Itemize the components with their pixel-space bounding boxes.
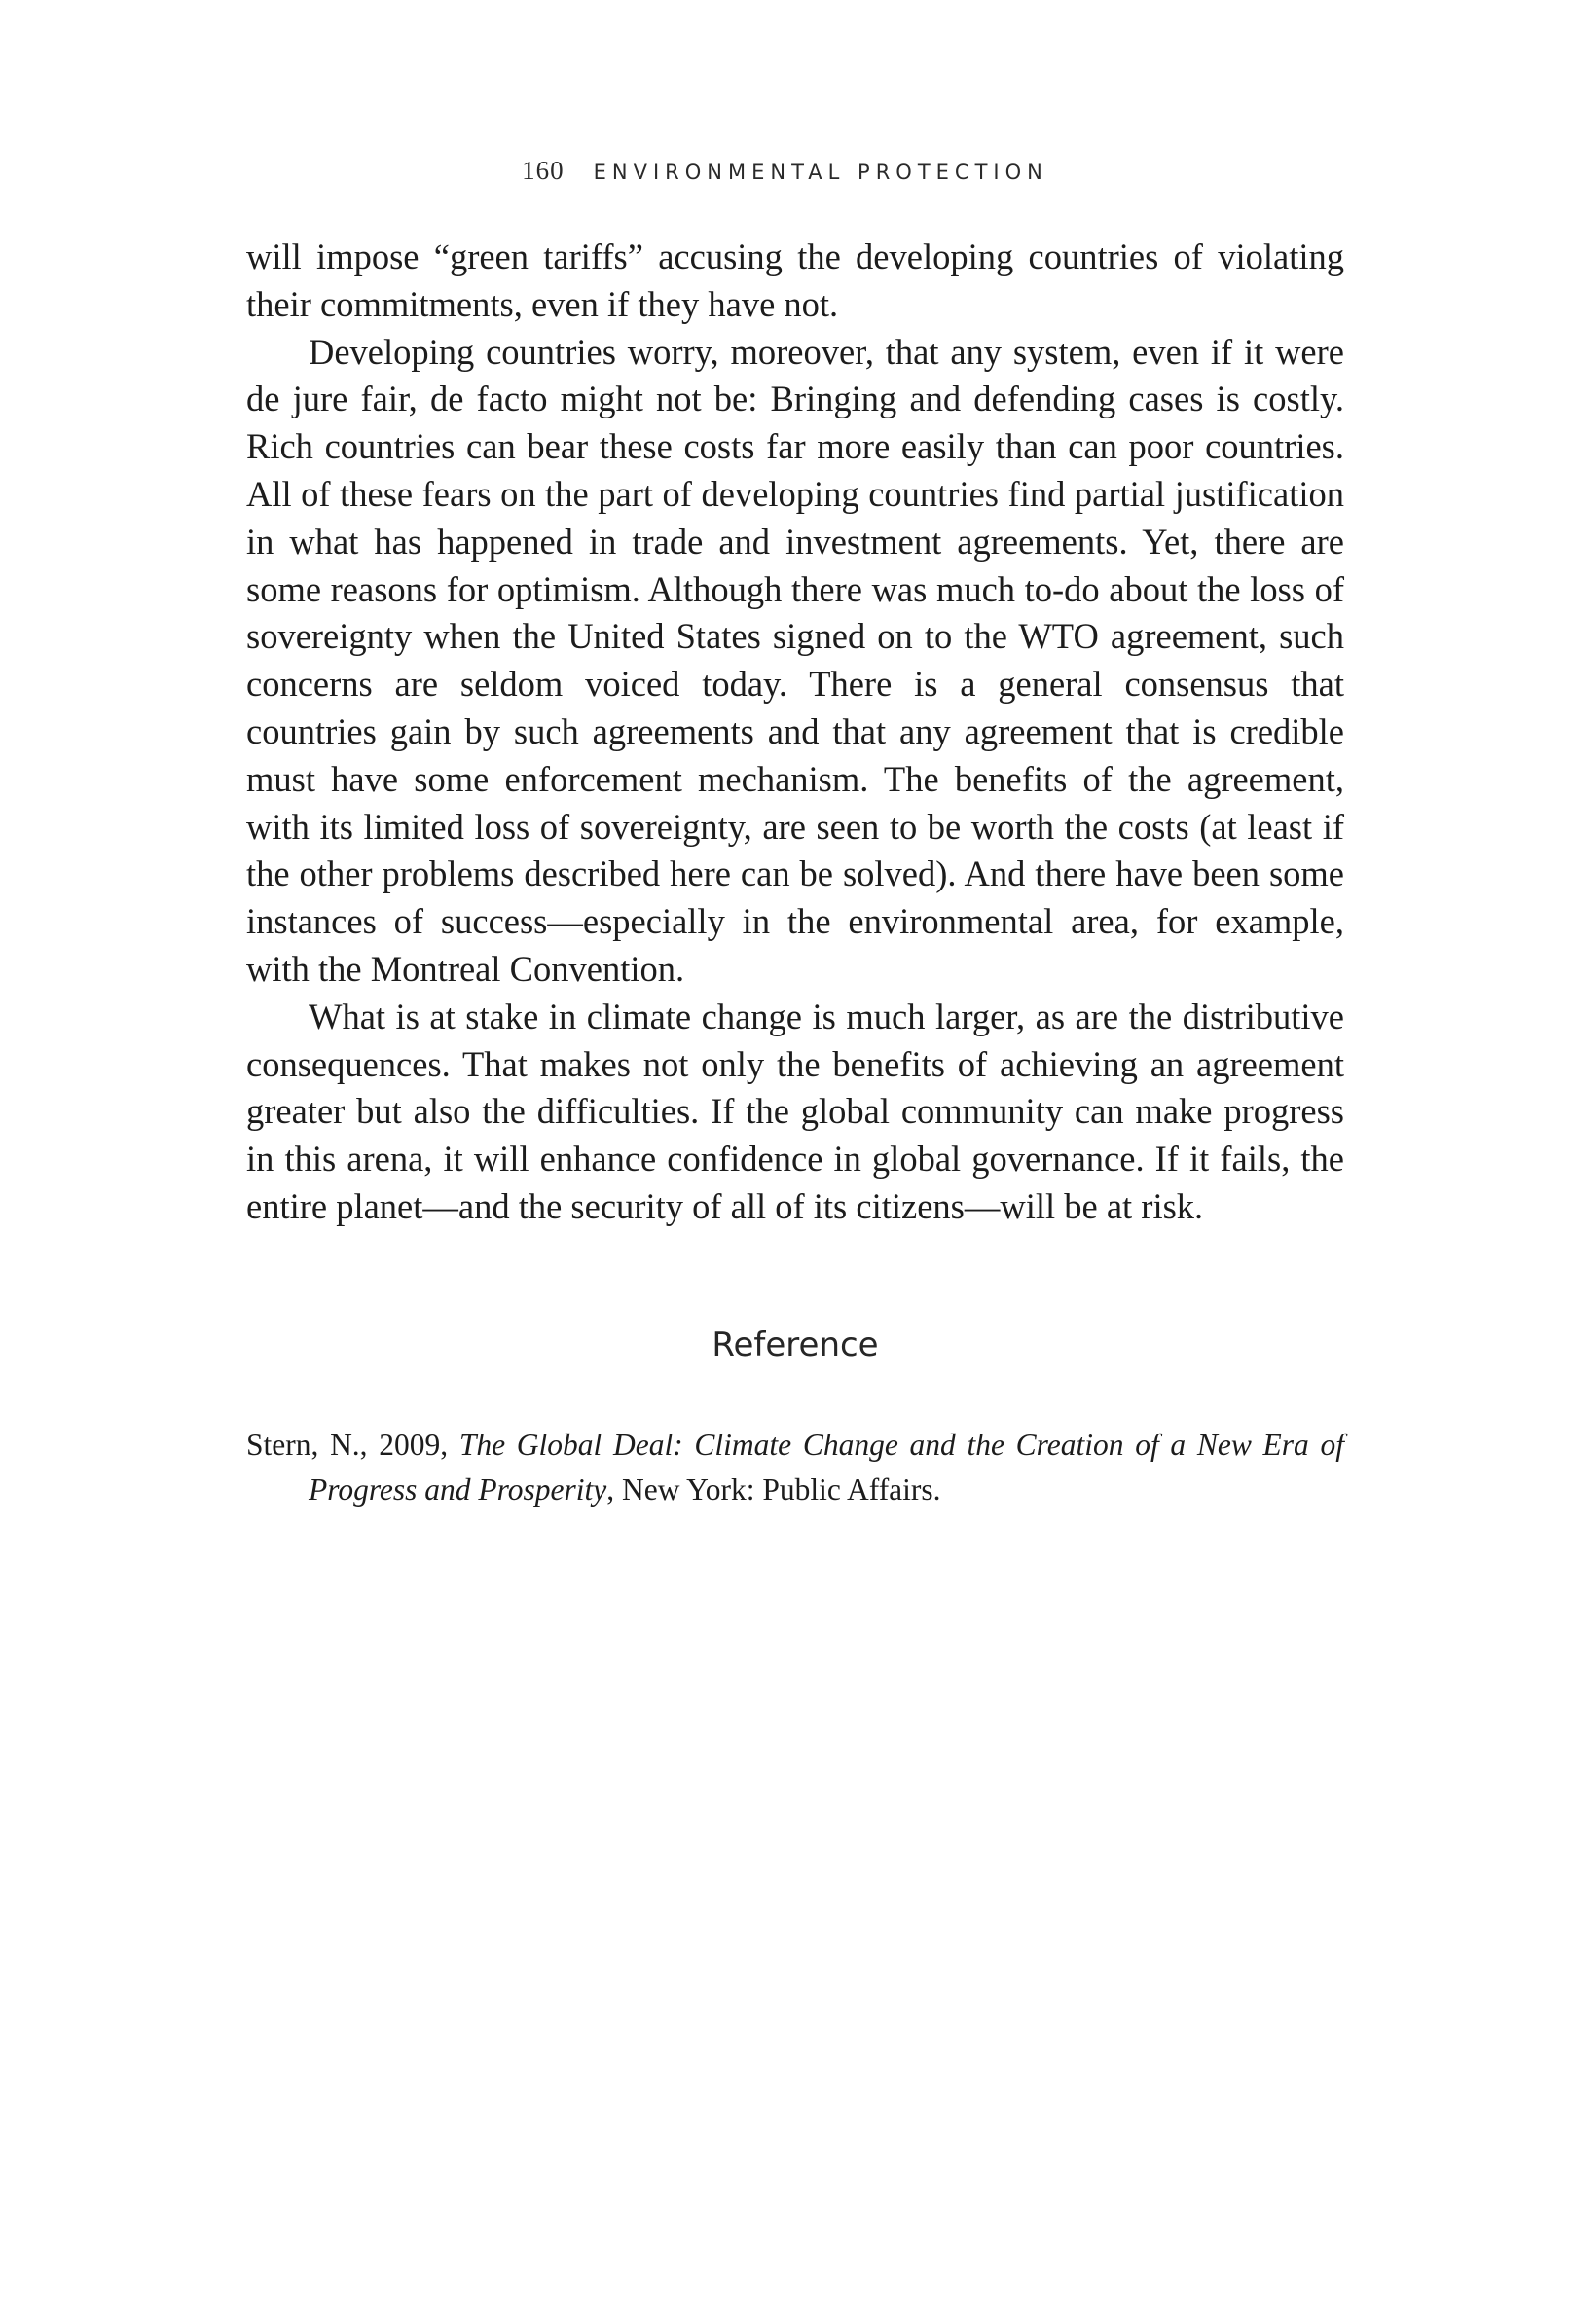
body-text (246, 234, 1344, 1231)
page-number: 160 (522, 156, 565, 185)
section-title: ENVIRONMENTAL PROTECTION (593, 161, 1048, 184)
paragraph: Developing countries worry, moreover, that any system, even if it were de jure fair, de facto might not be: Bringing and defending cases is costly. Rich countries can bear these costs far more easily than can poor countries. All of these fears on the part of developing countries find partial justification in what has happened in trade and investment agreements. Yet, there are some reasons for optimism. Although there was much to-do about the loss of sovereignty when the United States signed on to the WTO agreement, such concerns are seldom voiced today. There is a general consensus that countries gain by such agreements and that any agreement that is credible must have some enforcement mechanism. The benefits of the agreement, with its limited loss of sovereignty, are seen to be worth the costs (at least if the other problems described here can be solved). And there have been some instances of success—especially in the environmental area, for example, with the Montreal Convention. (246, 331, 1344, 989)
reference-author-year: Stern, N., 2009, (246, 1428, 459, 1462)
paragraph: will impose “green tariffs” accusing the developing countries of violating their commitments, even if they have not. (246, 236, 1344, 324)
reference-entry (246, 1423, 1344, 1512)
running-head (0, 156, 1570, 186)
reference-publication: , New York: Public Affairs. (606, 1472, 941, 1507)
reference-heading: Reference (712, 1325, 879, 1364)
reference-title: The Global Deal: Climate Change and the Creation of a New Era of Progress and Prosperity (309, 1428, 1344, 1507)
paragraph: What is at stake in climate change is much larger, as are the distributive consequences. That makes not only the benefits of achieving an agreement greater but also the difficulties. If the global community can make progress in this arena, it will enhance confidence in global governance. If it fails, the entire planet—and the security of all of its citizens—will be at risk. (246, 996, 1344, 1226)
